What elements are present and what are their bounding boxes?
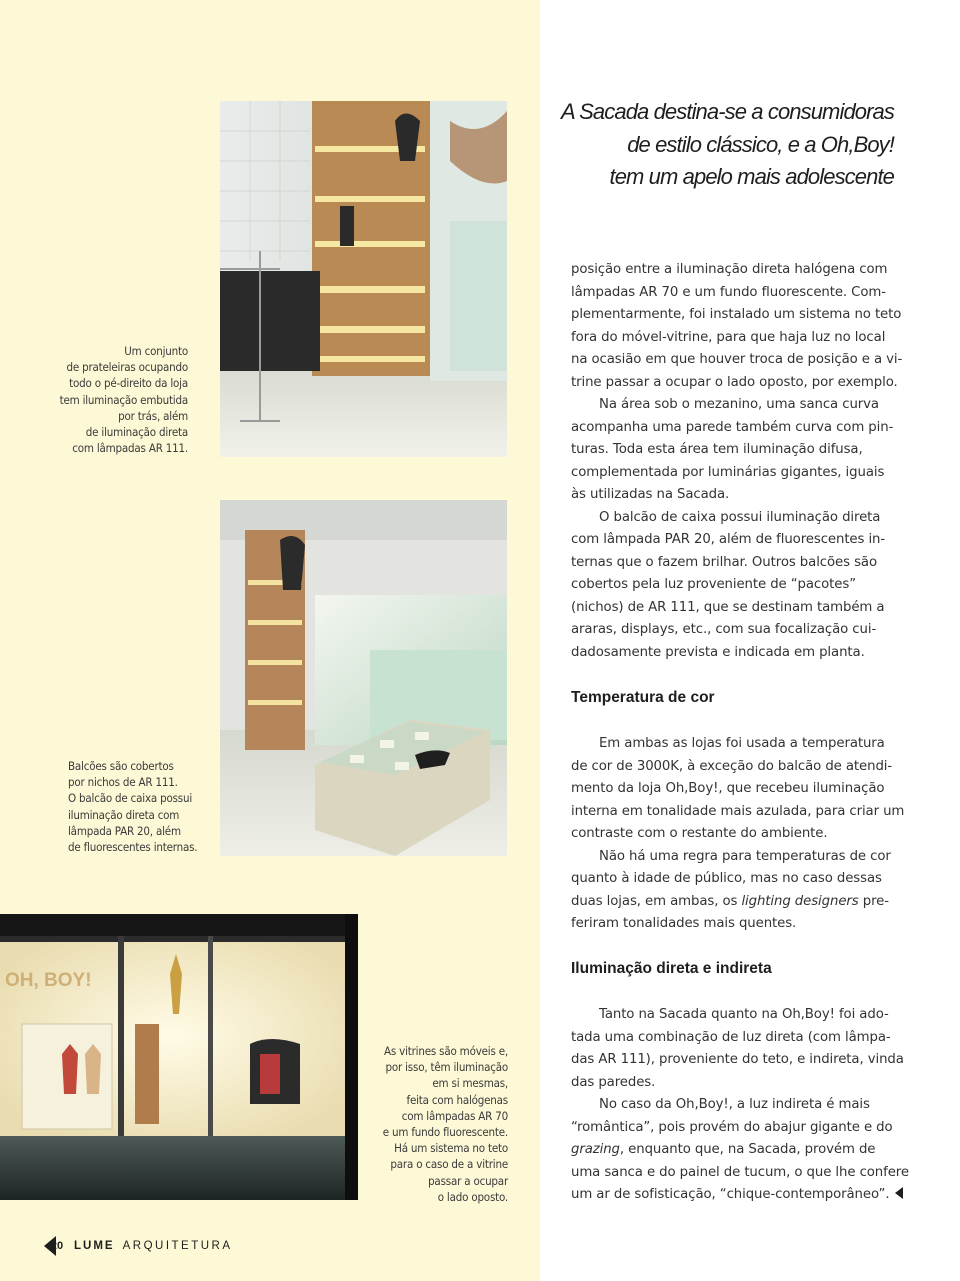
paragraph — [571, 733, 905, 846]
caption-line: lâmpada PAR 20, além — [68, 823, 181, 838]
caption-line: com lâmpadas AR 70 — [401, 1108, 508, 1123]
text-line: Tanto na Sacada quanto na Oh,Boy! foi ado- — [599, 1007, 889, 1022]
caption-line: feita com halógenas — [406, 1092, 508, 1107]
text-line: posição entre a iluminação direta halógena com — [571, 262, 888, 277]
section-heading: Iluminação direta e indireta — [571, 960, 772, 977]
pull-quote-line: A Sacada destina-se a consumidoras — [560, 99, 894, 124]
paragraph — [571, 259, 903, 394]
text-fragment: duas lojas, em ambas, os — [571, 893, 742, 909]
section-heading: Temperatura de cor — [571, 689, 715, 706]
text-fragment: um ar de sofisticação, “chique-contemporâneo”. — [571, 1187, 890, 1202]
caption-line: passar a ocupar — [428, 1173, 508, 1188]
paragraph — [571, 1094, 909, 1207]
paragraph — [571, 846, 893, 936]
storefront-sign: OH, BOY! — [5, 970, 92, 991]
text-line: ternas que o fazem brilhar. Outros balcões são — [571, 554, 877, 570]
caption-line: de iluminação direta — [85, 425, 188, 440]
pull-quote — [560, 96, 894, 194]
caption-line: o lado oposto. — [437, 1189, 508, 1204]
text-fragment: , enquanto que, na Sacada, provém de — [619, 1142, 876, 1157]
text-line: lâmpadas AR 70 e um fundo fluorescente. Com- — [571, 284, 886, 300]
paragraph — [571, 1004, 904, 1094]
text-line: dadosamente prevista e indicada em planta. — [571, 644, 865, 660]
caption-line: Um conjunto — [124, 344, 188, 358]
caption-line: todo o pé-direito da loja — [69, 376, 188, 391]
caption-line: iluminação direta com — [68, 807, 180, 822]
text-line: Na área sob o mezanino, uma sanca curva — [599, 397, 879, 412]
text-line: acompanha uma parede também curva com pin- — [571, 419, 894, 435]
text-line: quanto à idade de público, mas no caso dessas — [571, 871, 882, 886]
magazine-brand: LUME — [74, 1240, 115, 1252]
text-line: O balcão de caixa possui iluminação direta — [599, 509, 881, 525]
text-line: com lâmpada PAR 20, além de fluorescentes in- — [571, 532, 886, 547]
caption-line: por isso, têm iluminação — [385, 1060, 508, 1075]
magazine-section: ARQUITETURA — [122, 1240, 233, 1252]
page-footer — [44, 1236, 233, 1256]
text-line: mento da loja Oh,Boy!, que recebeu iluminação — [571, 781, 885, 796]
text-line: tada uma combinação de luz direta (com lâmpa- — [571, 1029, 891, 1045]
caption-counters — [68, 758, 218, 855]
caption-line: Há um sistema no teto — [394, 1141, 508, 1156]
text-line: “romântica”, pois provém do abajur gigante e do — [571, 1119, 893, 1135]
text-line: na ocasião em que houver troca de posição e a vi- — [571, 352, 903, 367]
page-number-badge — [44, 1236, 64, 1256]
text-line: uma sanca e do painel de tucum, o que lhe confere — [571, 1164, 909, 1180]
text-line — [571, 891, 893, 914]
text-fragment: pre- — [858, 893, 889, 909]
text-line: Em ambas as lojas foi usada a temperatura — [599, 736, 885, 751]
article-block-1 — [571, 259, 903, 664]
article-block-2 — [571, 733, 905, 936]
text-line: (nichos) de AR 111, que se destinam também a — [571, 599, 885, 615]
counters-photo — [220, 500, 507, 856]
caption-line: O balcão de caixa possui — [68, 791, 193, 806]
text-line: cobertos pela luz proveniente de “pacotes” — [571, 577, 856, 592]
text-line: complementada por luminárias gigantes, iguais — [571, 464, 885, 480]
caption-line: em si mesmas, — [432, 1076, 508, 1091]
text-line: de cor de 3000K, à exceção do balcão de atendi- — [571, 758, 893, 774]
caption-line: para o caso de a vitrine — [390, 1157, 508, 1172]
text-line: contraste com o restante do ambiente. — [571, 826, 828, 841]
caption-vitrines — [360, 1043, 508, 1205]
text-line: feriram tonalidades mais quentes. — [571, 916, 797, 931]
text-line: interna em tonalidade mais azulada, para criar um — [571, 803, 905, 819]
caption-shelves — [30, 343, 188, 456]
text-line — [571, 1139, 893, 1162]
text-line: No caso da Oh,Boy!, a luz indireta é mais — [599, 1097, 870, 1112]
caption-line: com lâmpadas AR 111. — [72, 441, 188, 456]
caption-line: e um fundo fluorescente. — [382, 1125, 508, 1140]
storefront-photo — [0, 914, 358, 1200]
text-line: turas. Toda esta área tem iluminação difusa, — [571, 442, 863, 457]
text-line: araras, displays, etc., com sua focalização cui- — [571, 622, 877, 637]
caption-line: de fluorescentes internas. — [68, 840, 198, 855]
text-line: das paredes. — [571, 1074, 656, 1090]
end-of-article-icon — [895, 1187, 903, 1199]
pull-quote-line: de estilo clássico, e a Oh,Boy! — [627, 131, 894, 157]
article-block-3 — [571, 1004, 909, 1207]
caption-line: tem iluminação embutida — [59, 392, 188, 407]
caption-line: por nichos de AR 111. — [68, 775, 178, 790]
pull-quote-line: tem um apelo mais adolescente — [609, 164, 894, 189]
text-line: fora do móvel-vitrine, para que haja luz no local — [571, 329, 886, 345]
caption-line: de prateleiras ocupando — [66, 360, 188, 375]
caption-line: As vitrines são móveis e, — [384, 1044, 508, 1058]
emphasis-text: grazing — [571, 1142, 620, 1157]
text-line: trine passar a ocupar o lado oposto, por exemplo. — [571, 374, 898, 390]
shelves-photo — [220, 101, 507, 457]
emphasis-text: lighting designers — [741, 893, 859, 909]
caption-line: por trás, além — [118, 408, 188, 423]
page-number: 20 — [50, 1240, 64, 1252]
text-line: plementarmente, foi instalado um sistema no teto — [571, 307, 902, 322]
text-line: Não há uma regra para temperaturas de cor — [599, 848, 891, 864]
caption-line: Balcões são cobertos — [68, 759, 174, 773]
text-line — [571, 1184, 893, 1207]
paragraph — [571, 507, 893, 665]
text-line: das AR 111), proveniente do teto, e indireta, vinda — [571, 1052, 904, 1067]
paragraph — [571, 394, 893, 507]
text-line: às utilizadas na Sacada. — [571, 487, 730, 502]
